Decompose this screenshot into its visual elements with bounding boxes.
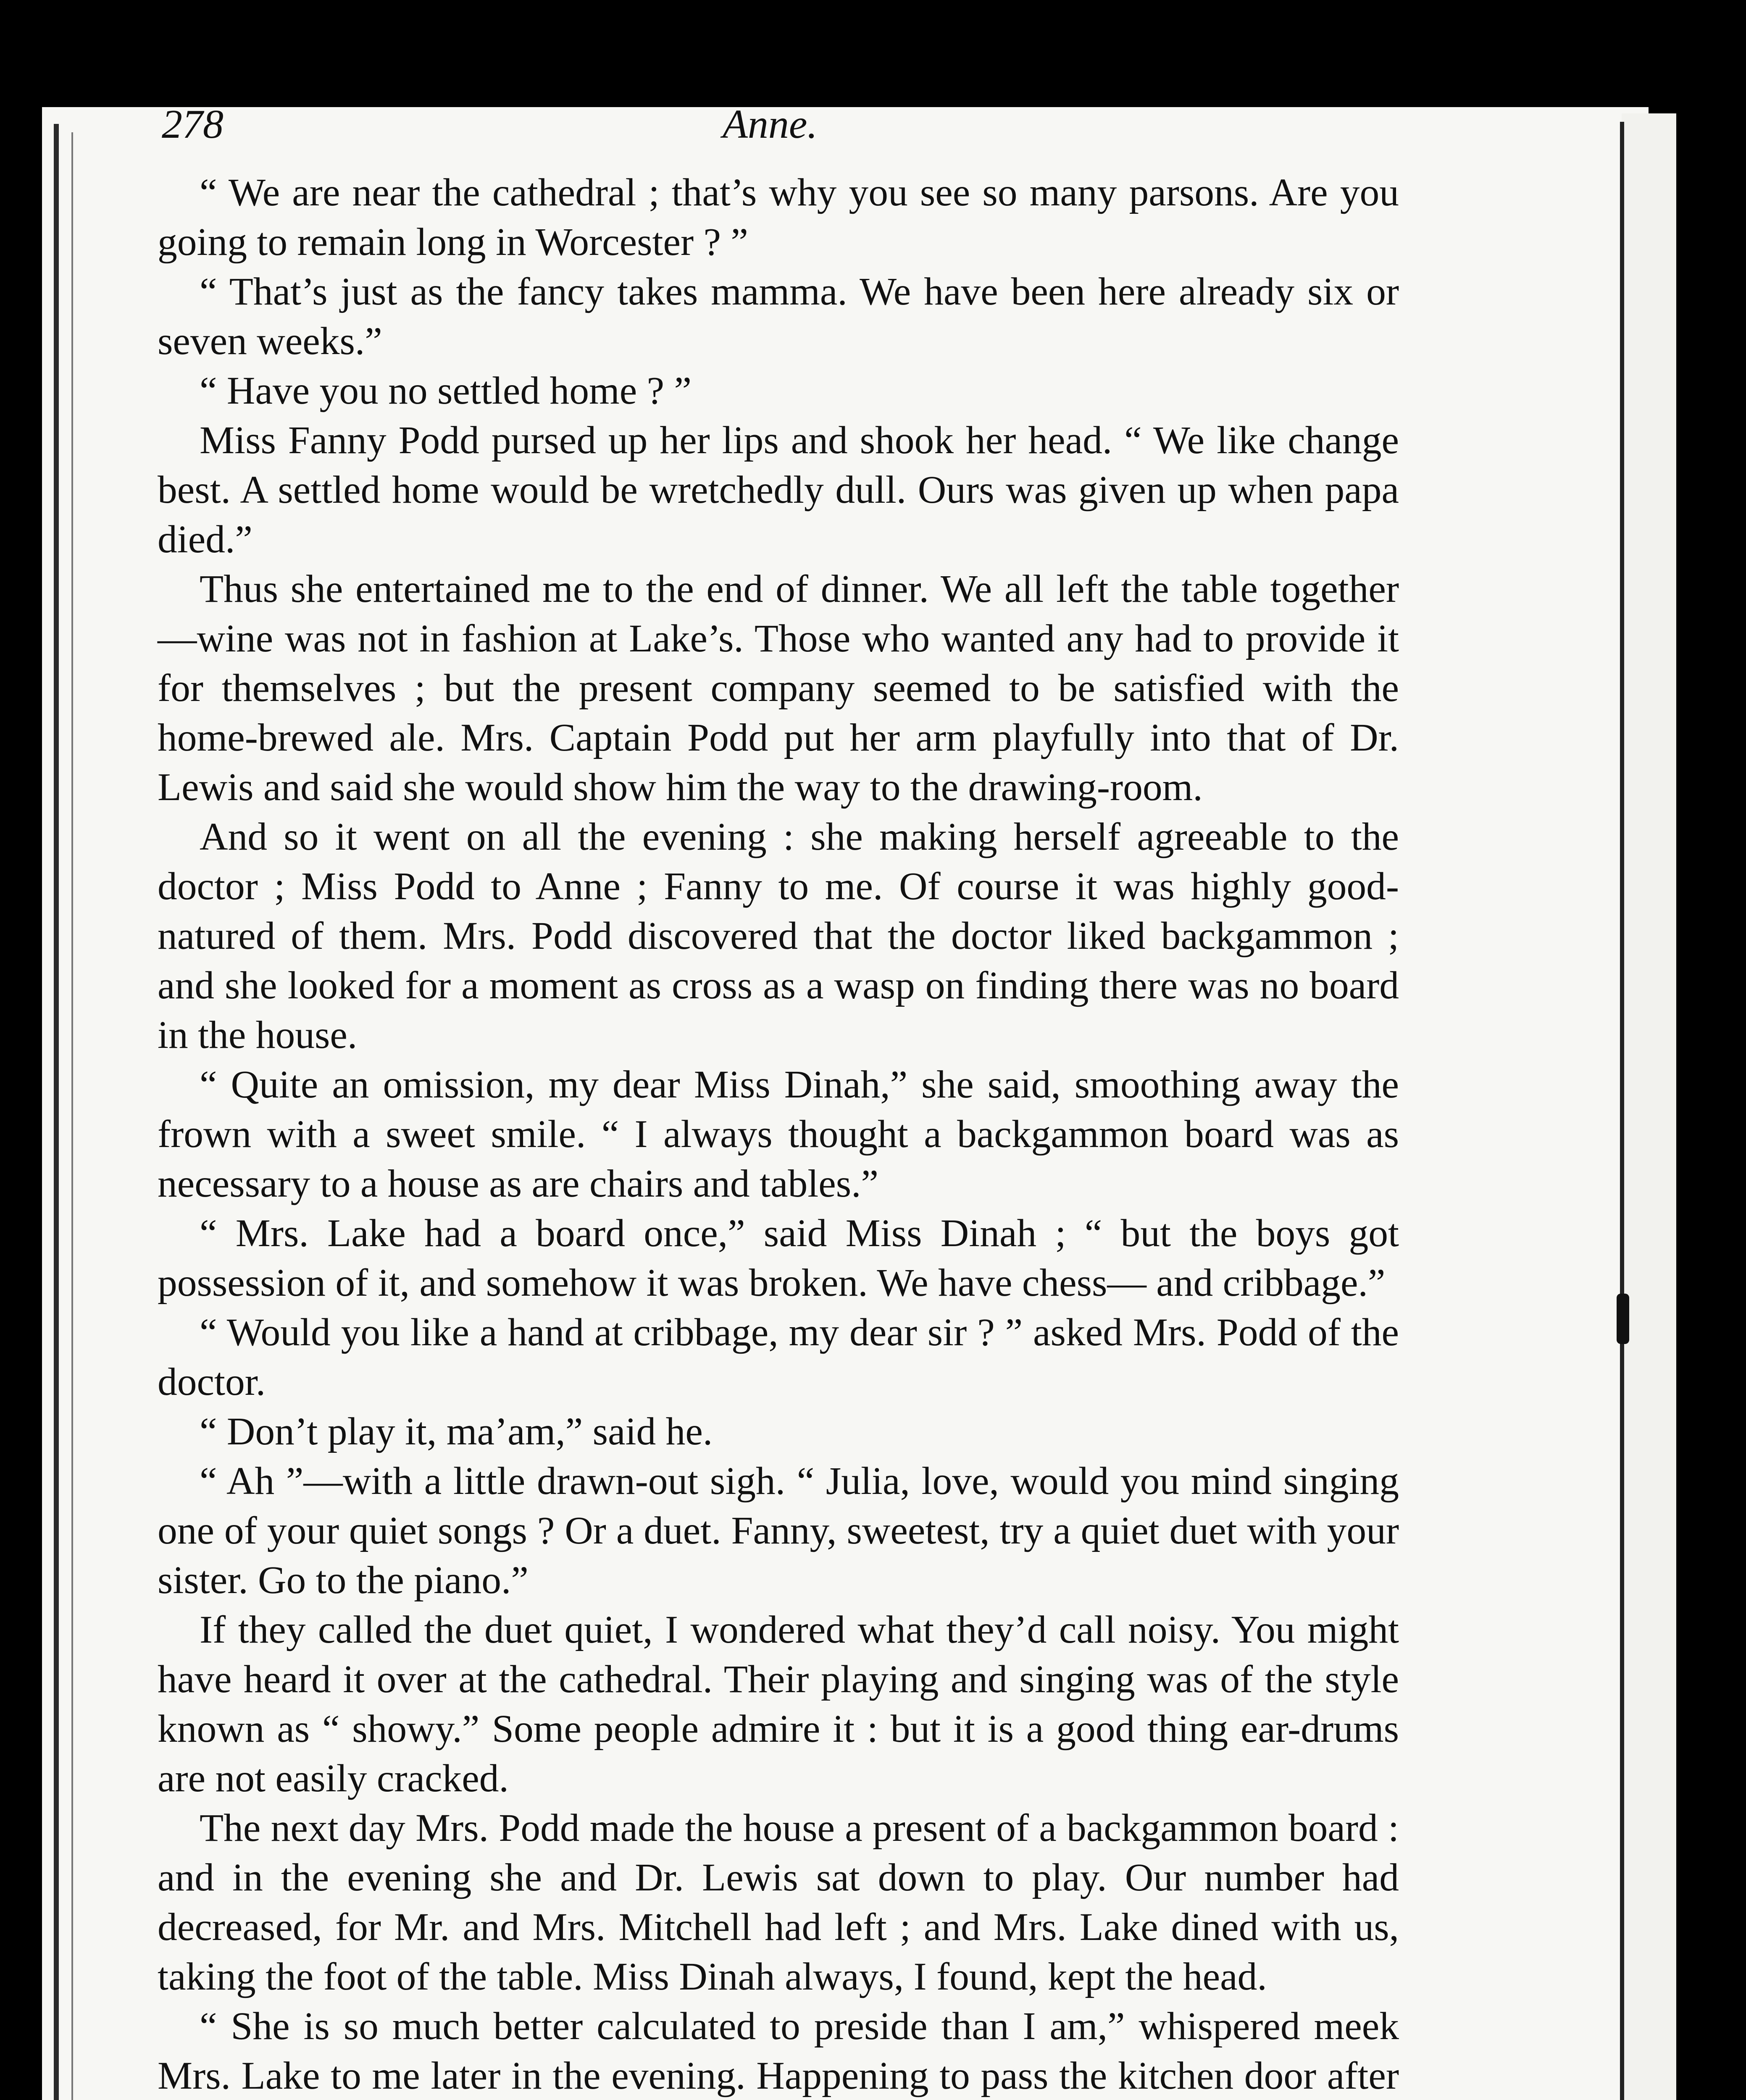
spine-blot	[1617, 1294, 1629, 1344]
paragraph: If they called the duet quiet, I wondered what they’d call noisy. You might have heard it over at the cathedral. Their playing and singing was of the style known as “ showy.” Some people admire it : but it is a good thing ear-drums are not easily cracked.	[158, 1608, 1399, 1800]
spine-line	[1620, 122, 1624, 2100]
body-text	[158, 168, 1399, 2100]
paragraph: “ Have you no settled home ? ”	[200, 369, 692, 412]
paragraph: Thus she entertained me to the end of dinner. We all left the table together—wine was not in fashion at Lake’s. Those who wanted any had to provide it for themselves ; but the present company seemed to be satisfied with the home-brewed ale. Mrs. Captain Podd put her arm playfully into that of Dr. Lewis and said she would show him the way to the drawing-room.	[158, 567, 1399, 809]
running-title: Anne.	[723, 102, 818, 147]
paragraph: And so it went on all the evening : she making herself agreeable to the doctor ; Miss Podd to Anne ; Fanny to me. Of course it was highly good-natured of them. Mrs. Podd discovered that the doctor liked backgammon ; and she looked for a moment as cross as a wasp on finding there was no board in the house.	[158, 815, 1399, 1057]
paragraph: Miss Fanny Podd pursed up her lips and shook her head. “ We like change best. A settled home would be wretchedly dull. Ours was given up when papa died.”	[158, 419, 1399, 561]
paragraph: “ We are near the cathedral ; that’s why you see so many parsons. Are you going to remain long in Worcester ? ”	[158, 171, 1399, 264]
paragraph: “ That’s just as the fancy takes mamma. We have been here already six or seven weeks.”	[158, 270, 1399, 363]
paragraph: “ Mrs. Lake had a board once,” said Miss Dinah ; “ but the boys got possession of it, and somehow it was broken. We have chess— and cribbage.”	[158, 1212, 1399, 1305]
paragraph: The next day Mrs. Podd made the house a present of a backgammon board : and in the evening she and Dr. Lewis sat down to play. Our number had decreased, for Mr. and Mrs. Mitchell had left ; and Mrs. Lake dined with us, taking the foot of the table. Miss Dinah always, I found, kept the head.	[158, 1806, 1399, 1998]
paragraph: “ Quite an omission, my dear Miss Dinah,” she said, smoothing away the frown with a sweet smile. “ I always thought a backgammon board was as necessary to a house as are chairs and tables.”	[158, 1063, 1399, 1205]
page-number: 278	[162, 102, 224, 147]
facing-page-edge	[1622, 113, 1676, 2100]
paragraph: “ Don’t play it, ma’am,” said he.	[200, 1410, 713, 1453]
page-left-edge-line	[71, 132, 73, 2100]
paragraph: “ Would you like a hand at cribbage, my dear sir ? ” asked Mrs. Podd of the doctor.	[158, 1311, 1399, 1404]
paragraph: “ Ah ”—with a little drawn-out sigh. “ Julia, love, would you mind singing one of your quiet songs ? Or a duet. Fanny, sweetest, try a quiet duet with your sister. Go to the piano.”	[158, 1460, 1399, 1602]
page-left-edge	[54, 124, 59, 2100]
paragraph: “ She is so much better calculated to preside than I am,” whispered meek Mrs. Lake to me later in the evening. Happening to pass the kitchen door after	[158, 2005, 1399, 2097]
